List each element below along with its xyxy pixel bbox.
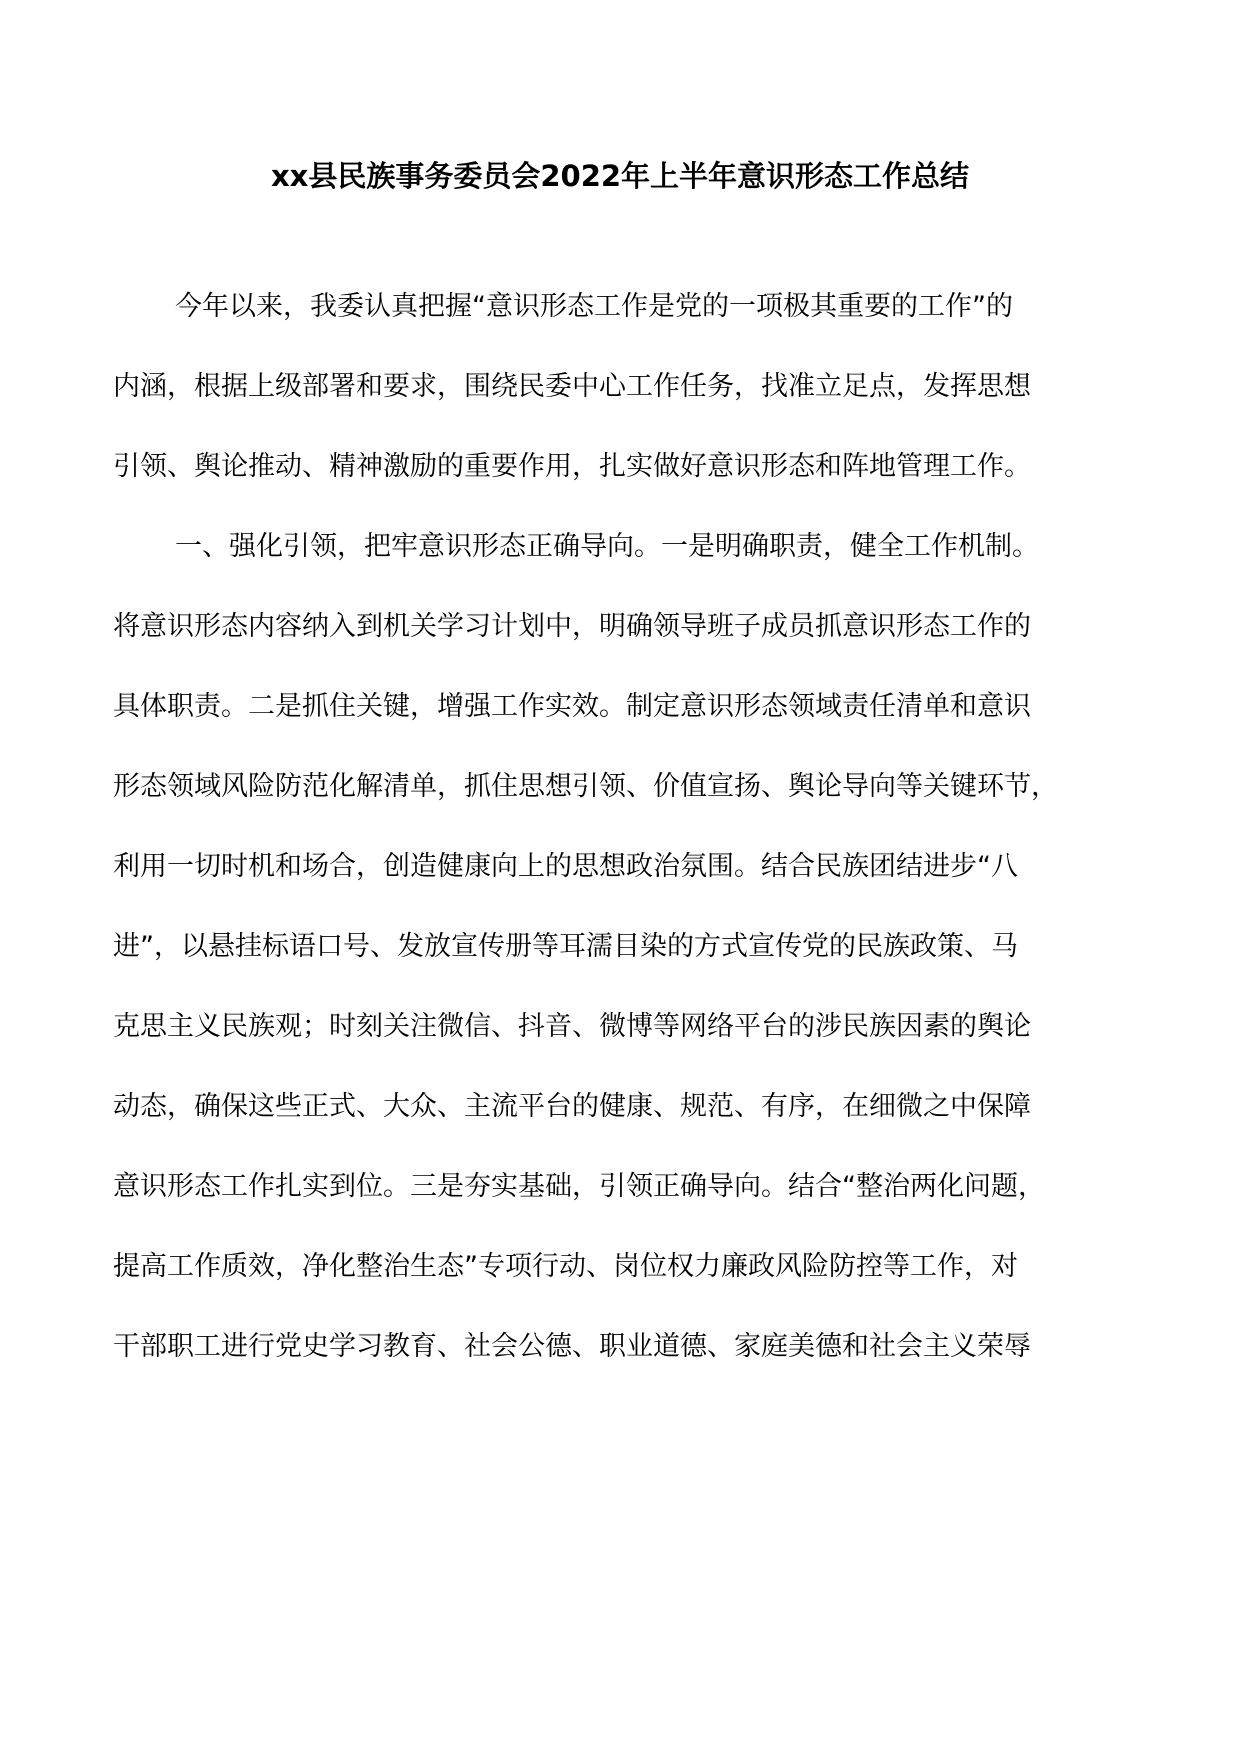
paragraph-2-line-8: 动态，确保这些正式、大众、主流平台的健康、规范、有序，在细微之中保障 [113, 1091, 1031, 1122]
paragraph-2-line-9: 意识形态工作扎实到位。三是夯实基础，引领正确导向。结合“整治两化问题， [113, 1171, 1045, 1202]
paragraph-2-line-1: 一、强化引领，把牢意识形态正确导向。一是明确职责，健全工作机制。 [175, 531, 1039, 562]
paragraph-2-line-4: 形态领域风险防范化解清单，抓住思想引领、价值宣扬、舆论导向等关键环节， [113, 771, 1058, 802]
paragraph-2-line-5: 利用一切时机和场合，创造健康向上的思想政治氛围。结合民族团结进步“八 [113, 851, 1018, 882]
paragraph-2-line-3: 具体职责。二是抓住关键，增强工作实效。制定意识形态领域责任清单和意识 [113, 691, 1031, 722]
paragraph-2-line-2: 将意识形态内容纳入到机关学习计划中，明确领导班子成员抓意识形态工作的 [113, 611, 1031, 642]
paragraph-2-line-6: 进”，以悬挂标语口号、发放宣传册等耳濡目染的方式宣传党的民族政策、马 [113, 931, 1018, 962]
paragraph-1-line-3: 引领、舆论推动、精神激励的重要作用，扎实做好意识形态和阵地管理工作。 [113, 451, 1031, 482]
paragraph-2-line-10: 提高工作质效，净化整治生态”专项行动、岗位权力廉政风险防控等工作，对 [113, 1251, 1018, 1282]
paragraph-1-line-2: 内涵，根据上级部署和要求，围绕民委中心工作任务，找准立足点，发挥思想 [113, 371, 1031, 402]
paragraph-2-line-11: 干部职工进行党史学习教育、社会公德、职业道德、家庭美德和社会主义荣辱 [113, 1331, 1031, 1362]
paragraph-2-line-7: 克思主义民族观；时刻关注微信、抖音、微博等网络平台的涉民族因素的舆论 [113, 1011, 1031, 1042]
paragraph-1-line-1: 今年以来，我委认真把握“意识形态工作是党的一项极其重要的工作”的 [175, 291, 1013, 322]
document-title: xx县民族事务委员会2022年上半年意识形态工作总结 [270, 159, 970, 193]
